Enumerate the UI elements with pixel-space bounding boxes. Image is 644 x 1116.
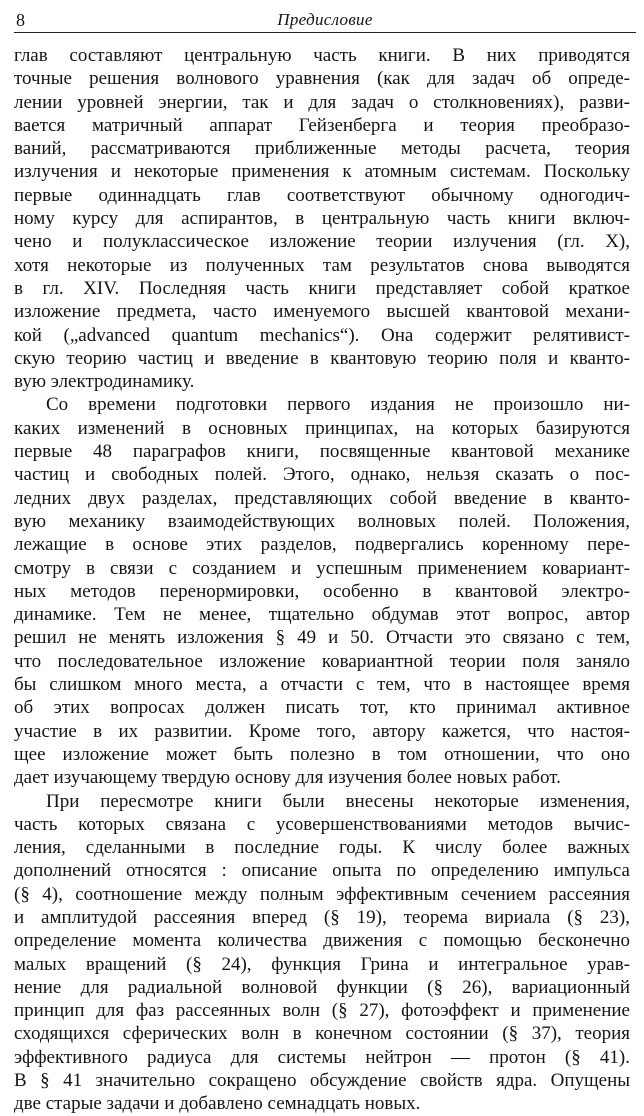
text-line: малых вращений (§ 24), функция Грина и интегральное урав- — [14, 953, 630, 975]
text-line: кой („advanced quantum mechanics“). Она содержит релятивист- — [14, 324, 630, 346]
text-line: ледних двух разделах, представляющих собой введение в кванто- — [14, 487, 630, 509]
page-header — [14, 8, 636, 33]
text-line: изложение предмета, часто именуемого высшей квантовой механи- — [14, 301, 630, 323]
text-line: щее изложение может быть полезно в том отношении, что оно — [14, 743, 630, 765]
text-line: динамике. Тем не менее, тщательно обдумав этот вопрос, автор — [14, 604, 630, 626]
text-line: вую электродинамику. — [14, 371, 195, 393]
text-line: глав составляют центральную часть книги. В них приводятся — [14, 45, 630, 66]
body-text — [14, 44, 630, 1116]
text-line: бы слишком много места, а отчасти с тем, что в настоящее время — [14, 674, 630, 696]
text-line: частиц и свободных полей. Этого, однако, нельзя сказать о пос- — [14, 464, 630, 486]
text-line: эффективного радиуса для системы нейтрон — протон (§ 41). — [14, 1046, 630, 1068]
text-line: (§ 4), соотношение между полным эффективным сечением рассеяния — [14, 883, 630, 905]
text-line: Со времени подготовки первого издания не произошло ни- — [46, 394, 630, 416]
page-number: 8 — [16, 10, 25, 30]
paragraph — [14, 393, 630, 789]
text-line: первые одиннадцать глав соответствуют обычному одногодич- — [14, 184, 630, 206]
text-line: точные решения волнового уравнения (как для задач об опреде- — [14, 68, 630, 90]
text-line: две старые задачи и добавлено семнадцать новых. — [14, 1093, 421, 1115]
text-line: скую теорию частиц и введение в квантовую теорию поля и кванто- — [14, 347, 630, 369]
text-line: часть которых связана с усовершенствованиями методов вычис- — [14, 813, 630, 835]
text-line: ваний, рассматриваются приближенные методы расчета, теория — [14, 138, 630, 160]
text-line: чено и полуклассическое изложение теории излучения (гл. X), — [14, 231, 630, 253]
paragraph — [14, 790, 630, 1116]
text-line: об этих вопросах должен писать тот, кто принимал активное — [14, 697, 630, 719]
text-line: каких изменений в основных принципах, на которых базируются — [14, 417, 630, 439]
text-line: ному курсу для аспирантов, в центральную часть книги включ- — [14, 208, 630, 230]
text-line: При пересмотре книги были внесены некоторые изменения, — [46, 790, 630, 812]
text-line: смотру в связи с созданием и успешным применением ковариант- — [14, 557, 630, 579]
text-line: дополнений относятся : описание опыта по определению импульса — [14, 860, 630, 882]
paragraph — [14, 44, 630, 393]
text-line: сходящихся сферических волн в конечном состоянии (§ 37), теория — [14, 1023, 630, 1045]
text-line: участие в их развитии. Кроме того, автору кажется, что настоя- — [14, 720, 630, 742]
text-line: дает изучающему твердую основу для изучения более новых работ. — [14, 767, 561, 789]
text-line: В § 41 значительно сокращено обсуждение свойств ядра. Опущены — [14, 1070, 630, 1092]
text-line: ных методов перенормировки, особенно в квантовой электро- — [14, 580, 630, 602]
text-line: лении уровней энергии, так и для задач о столкновениях), разви- — [14, 91, 630, 113]
text-line: нение для радиальной волновой функции (§ 26), вариационный — [14, 976, 630, 998]
text-line: вается матричный аппарат Гейзенберга и теория преобразо- — [14, 114, 630, 136]
text-line: принцип для фаз рассеянных волн (§ 27), фотоэффект и применение — [14, 1000, 630, 1022]
text-line: вую механику взаимодействующих волновых полей. Положения, — [14, 510, 630, 532]
text-line: что последовательное изложение ковариантной теории поля заняло — [14, 650, 630, 672]
text-line: решил не менять изложения § 49 и 50. Отчасти это связано с тем, — [14, 627, 630, 649]
text-line: и амплитудой рассеяния вперед (§ 19), теорема вириала (§ 23), — [14, 906, 630, 928]
running-title: Предисловие — [277, 10, 373, 29]
text-line: первые 48 параграфов книги, посвященные квантовой механике — [14, 441, 630, 463]
text-line: излучения и некоторые применения к атомным системам. Поскольку — [14, 161, 630, 183]
text-line: ления, сделанными в последние годы. К числу более важных — [14, 837, 630, 859]
text-line: лежащие в основе этих разделов, подвергались коренному пере- — [14, 534, 630, 556]
text-line: в гл. XIV. Последняя часть книги представляет собой краткое — [14, 277, 630, 299]
text-line: определение момента количества движения с помощью бесконечно — [14, 930, 630, 952]
text-line: хотя некоторые из полученных там результатов снова выводятся — [14, 254, 630, 276]
